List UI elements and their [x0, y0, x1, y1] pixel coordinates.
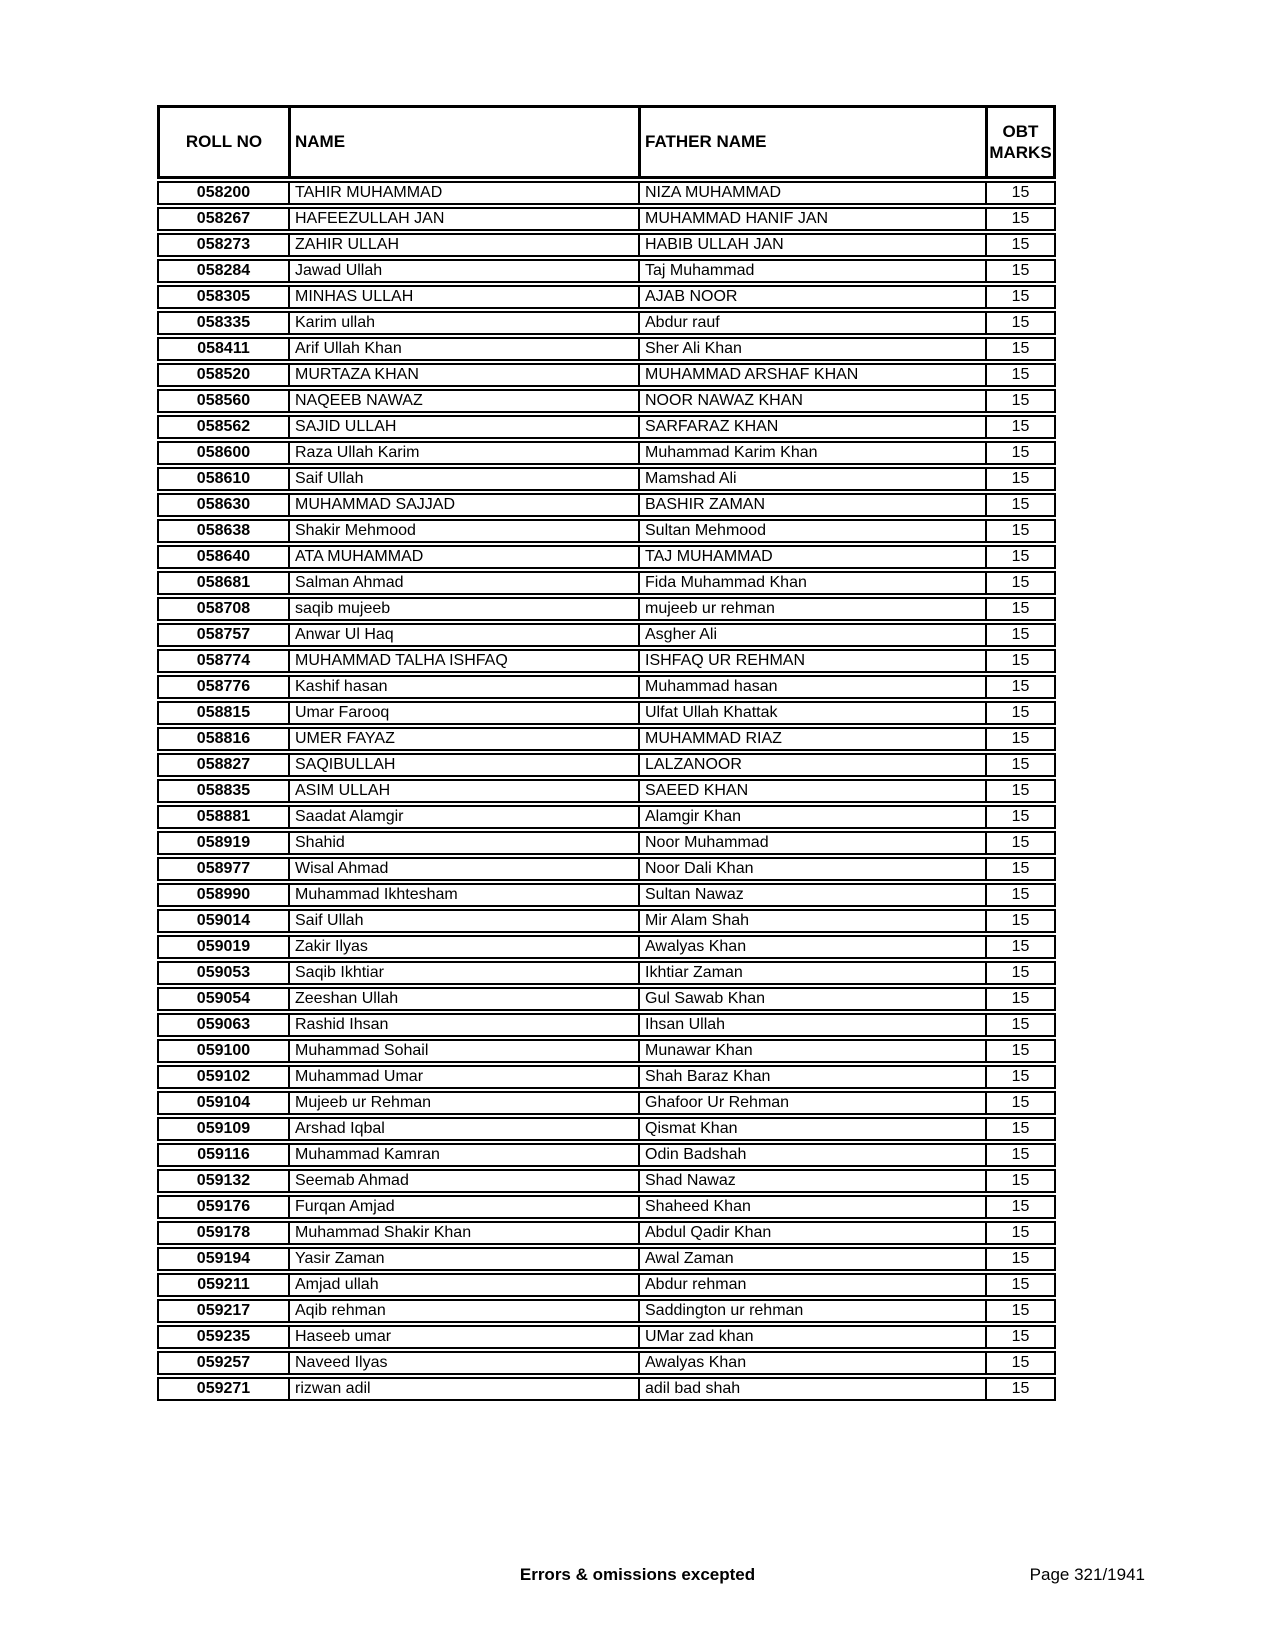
obt-marks-cell: 15 — [985, 1117, 1056, 1141]
name-cell: Saqib Ikhtiar — [288, 961, 638, 985]
table-row — [157, 1351, 1056, 1375]
roll-no-cell: 058990 — [157, 883, 288, 907]
table-row — [157, 1299, 1056, 1323]
table-row — [157, 233, 1056, 257]
father-name-cell: NOOR NAWAZ KHAN — [638, 389, 985, 413]
obt-marks-cell: 15 — [985, 649, 1056, 673]
name-cell: Naveed Ilyas — [288, 1351, 638, 1375]
roll-no-cell: 058815 — [157, 701, 288, 725]
name-cell: HAFEEZULLAH JAN — [288, 207, 638, 231]
name-cell: Zakir Ilyas — [288, 935, 638, 959]
obt-marks-cell: 15 — [985, 961, 1056, 985]
table-row — [157, 545, 1056, 569]
name-cell: Arif Ullah Khan — [288, 337, 638, 361]
father-name-cell: Fida Muhammad Khan — [638, 571, 985, 595]
roll-no-cell: 058335 — [157, 311, 288, 335]
table-row — [157, 571, 1056, 595]
father-name-cell: MUHAMMAD ARSHAF KHAN — [638, 363, 985, 387]
obt-marks-cell: 15 — [985, 311, 1056, 335]
obt-marks-cell: 15 — [985, 987, 1056, 1011]
roll-no-cell: 058200 — [157, 181, 288, 205]
obt-marks-cell: 15 — [985, 1325, 1056, 1349]
father-name-cell: Gul Sawab Khan — [638, 987, 985, 1011]
name-cell: Mujeeb ur Rehman — [288, 1091, 638, 1115]
table-row — [157, 909, 1056, 933]
table-row — [157, 779, 1056, 803]
roll-no-cell: 058640 — [157, 545, 288, 569]
father-name-cell: BASHIR ZAMAN — [638, 493, 985, 517]
roll-no-cell: 058267 — [157, 207, 288, 231]
table-row — [157, 493, 1056, 517]
obt-marks-cell: 15 — [985, 857, 1056, 881]
roll-no-cell: 058560 — [157, 389, 288, 413]
father-name-cell: Mamshad Ali — [638, 467, 985, 491]
table-row — [157, 805, 1056, 829]
roll-no-cell: 059176 — [157, 1195, 288, 1219]
father-name-cell: Qismat Khan — [638, 1117, 985, 1141]
name-cell: Seemab Ahmad — [288, 1169, 638, 1193]
name-cell: SAJID ULLAH — [288, 415, 638, 439]
obt-marks-cell: 15 — [985, 337, 1056, 361]
table-row — [157, 623, 1056, 647]
obt-marks-cell: 15 — [985, 727, 1056, 751]
roll-no-cell: 059104 — [157, 1091, 288, 1115]
obt-marks-cell: 15 — [985, 805, 1056, 829]
obt-marks-cell: 15 — [985, 363, 1056, 387]
father-name-cell: Noor Muhammad — [638, 831, 985, 855]
name-cell: Karim ullah — [288, 311, 638, 335]
roll-no-cell: 058757 — [157, 623, 288, 647]
father-name-cell: Saddington ur rehman — [638, 1299, 985, 1323]
header-row — [157, 105, 1056, 179]
table-row — [157, 1247, 1056, 1271]
roll-no-cell: 059194 — [157, 1247, 288, 1271]
roll-no-cell: 059019 — [157, 935, 288, 959]
name-cell: Saif Ullah — [288, 467, 638, 491]
name-cell: Jawad Ullah — [288, 259, 638, 283]
obt-marks-cell: 15 — [985, 467, 1056, 491]
roll-no-cell: 059054 — [157, 987, 288, 1011]
name-cell: Saif Ullah — [288, 909, 638, 933]
results-table-header — [157, 105, 1056, 179]
obt-marks-cell: 15 — [985, 389, 1056, 413]
name-cell: Amjad ullah — [288, 1273, 638, 1297]
roll-no-cell: 058919 — [157, 831, 288, 855]
table-row — [157, 1065, 1056, 1089]
obt-marks-cell: 15 — [985, 623, 1056, 647]
table-row — [157, 181, 1056, 205]
table-row — [157, 1377, 1056, 1401]
name-cell: Yasir Zaman — [288, 1247, 638, 1271]
roll-no-cell: 059178 — [157, 1221, 288, 1245]
name-cell: MINHAS ULLAH — [288, 285, 638, 309]
obt-marks-cell: 15 — [985, 233, 1056, 257]
father-name-cell: Taj Muhammad — [638, 259, 985, 283]
obt-marks-cell: 15 — [985, 519, 1056, 543]
name-cell: Shakir Mehmood — [288, 519, 638, 543]
table-row — [157, 259, 1056, 283]
name-cell: rizwan adil — [288, 1377, 638, 1401]
obt-marks-cell: 15 — [985, 1065, 1056, 1089]
obt-marks-cell: 15 — [985, 935, 1056, 959]
roll-no-cell: 059109 — [157, 1117, 288, 1141]
roll-no-cell: 059063 — [157, 1013, 288, 1037]
father-name-cell: Alamgir Khan — [638, 805, 985, 829]
roll-no-cell: 058681 — [157, 571, 288, 595]
name-cell: Arshad Iqbal — [288, 1117, 638, 1141]
obt-marks-cell: 15 — [985, 1273, 1056, 1297]
father-name-cell: Shah Baraz Khan — [638, 1065, 985, 1089]
table-row — [157, 1143, 1056, 1167]
father-name-cell: Sultan Nawaz — [638, 883, 985, 907]
table-row — [157, 311, 1056, 335]
table-row — [157, 1091, 1056, 1115]
father-name-cell: Ihsan Ullah — [638, 1013, 985, 1037]
obt-marks-cell: 15 — [985, 285, 1056, 309]
obt-marks-cell: 15 — [985, 779, 1056, 803]
obt-marks-cell: 15 — [985, 207, 1056, 231]
table-row — [157, 1117, 1056, 1141]
father-name-cell: Ghafoor Ur Rehman — [638, 1091, 985, 1115]
table-row — [157, 597, 1056, 621]
name-cell: MUHAMMAD TALHA ISHFAQ — [288, 649, 638, 673]
obt-marks-cell: 15 — [985, 181, 1056, 205]
father-name-cell: UMar zad khan — [638, 1325, 985, 1349]
column-header-obt-marks: OBT MARKS — [985, 105, 1056, 179]
roll-no-cell: 059100 — [157, 1039, 288, 1063]
roll-no-cell: 058776 — [157, 675, 288, 699]
roll-no-cell: 059217 — [157, 1299, 288, 1323]
father-name-cell: Ulfat Ullah Khattak — [638, 701, 985, 725]
table-row — [157, 935, 1056, 959]
obt-marks-cell: 15 — [985, 1169, 1056, 1193]
table-row — [157, 1195, 1056, 1219]
obt-marks-cell: 15 — [985, 441, 1056, 465]
obt-marks-cell: 15 — [985, 1143, 1056, 1167]
father-name-cell: TAJ MUHAMMAD — [638, 545, 985, 569]
name-cell: Salman Ahmad — [288, 571, 638, 595]
name-cell: Muhammad Ikhtesham — [288, 883, 638, 907]
father-name-cell: LALZANOOR — [638, 753, 985, 777]
obt-marks-cell: 15 — [985, 1091, 1056, 1115]
name-cell: Haseeb umar — [288, 1325, 638, 1349]
name-cell: Kashif hasan — [288, 675, 638, 699]
father-name-cell: Mir Alam Shah — [638, 909, 985, 933]
table-row — [157, 415, 1056, 439]
name-cell: Muhammad Shakir Khan — [288, 1221, 638, 1245]
table-row — [157, 1221, 1056, 1245]
table-row — [157, 363, 1056, 387]
father-name-cell: SARFARAZ KHAN — [638, 415, 985, 439]
roll-no-cell: 059211 — [157, 1273, 288, 1297]
table-row — [157, 389, 1056, 413]
roll-no-cell: 059014 — [157, 909, 288, 933]
father-name-cell: Muhammad Karim Khan — [638, 441, 985, 465]
roll-no-cell: 058835 — [157, 779, 288, 803]
obt-marks-cell: 15 — [985, 1377, 1056, 1401]
father-name-cell: adil bad shah — [638, 1377, 985, 1401]
obt-marks-cell: 15 — [985, 259, 1056, 283]
obt-marks-cell: 15 — [985, 1247, 1056, 1271]
father-name-cell: Asgher Ali — [638, 623, 985, 647]
father-name-cell: NIZA MUHAMMAD — [638, 181, 985, 205]
name-cell: Saadat Alamgir — [288, 805, 638, 829]
obt-marks-cell: 15 — [985, 597, 1056, 621]
name-cell: Umar Farooq — [288, 701, 638, 725]
father-name-cell: Awal Zaman — [638, 1247, 985, 1271]
name-cell: ATA MUHAMMAD — [288, 545, 638, 569]
roll-no-cell: 058630 — [157, 493, 288, 517]
table-row — [157, 1039, 1056, 1063]
roll-no-cell: 058977 — [157, 857, 288, 881]
father-name-cell: Sultan Mehmood — [638, 519, 985, 543]
table-row — [157, 727, 1056, 751]
name-cell: Aqib rehman — [288, 1299, 638, 1323]
obt-marks-cell: 15 — [985, 883, 1056, 907]
father-name-cell: MUHAMMAD RIAZ — [638, 727, 985, 751]
table-row — [157, 337, 1056, 361]
father-name-cell: Shaheed Khan — [638, 1195, 985, 1219]
obt-marks-cell: 15 — [985, 1195, 1056, 1219]
father-name-cell: mujeeb ur rehman — [638, 597, 985, 621]
name-cell: Muhammad Sohail — [288, 1039, 638, 1063]
name-cell: Shahid — [288, 831, 638, 855]
father-name-cell: AJAB NOOR — [638, 285, 985, 309]
table-row — [157, 467, 1056, 491]
roll-no-cell: 058610 — [157, 467, 288, 491]
table-row — [157, 701, 1056, 725]
table-row — [157, 857, 1056, 881]
father-name-cell: Abdur rauf — [638, 311, 985, 335]
column-header-father-name: FATHER NAME — [638, 105, 985, 179]
father-name-cell: Noor Dali Khan — [638, 857, 985, 881]
father-name-cell: Abdur rehman — [638, 1273, 985, 1297]
table-row — [157, 883, 1056, 907]
name-cell: Muhammad Kamran — [288, 1143, 638, 1167]
roll-no-cell: 058284 — [157, 259, 288, 283]
roll-no-cell: 058827 — [157, 753, 288, 777]
obt-marks-cell: 15 — [985, 415, 1056, 439]
column-header-name: NAME — [288, 105, 638, 179]
father-name-cell: SAEED KHAN — [638, 779, 985, 803]
obt-marks-cell: 15 — [985, 1351, 1056, 1375]
roll-no-cell: 059102 — [157, 1065, 288, 1089]
obt-marks-cell: 15 — [985, 753, 1056, 777]
table-row — [157, 753, 1056, 777]
name-cell: ZAHIR ULLAH — [288, 233, 638, 257]
father-name-cell: MUHAMMAD HANIF JAN — [638, 207, 985, 231]
obt-marks-cell: 15 — [985, 909, 1056, 933]
table-row — [157, 1325, 1056, 1349]
obt-marks-cell: 15 — [985, 1013, 1056, 1037]
name-cell: Zeeshan Ullah — [288, 987, 638, 1011]
name-cell: UMER FAYAZ — [288, 727, 638, 751]
father-name-cell: Sher Ali Khan — [638, 337, 985, 361]
father-name-cell: Awalyas Khan — [638, 935, 985, 959]
obt-marks-cell: 15 — [985, 831, 1056, 855]
obt-marks-cell: 15 — [985, 701, 1056, 725]
table-row — [157, 649, 1056, 673]
father-name-cell: HABIB ULLAH JAN — [638, 233, 985, 257]
roll-no-cell: 059116 — [157, 1143, 288, 1167]
table-row — [157, 1169, 1056, 1193]
roll-no-cell: 058273 — [157, 233, 288, 257]
father-name-cell: ISHFAQ UR REHMAN — [638, 649, 985, 673]
father-name-cell: Abdul Qadir Khan — [638, 1221, 985, 1245]
father-name-cell: Muhammad hasan — [638, 675, 985, 699]
name-cell: ASIM ULLAH — [288, 779, 638, 803]
table-row — [157, 519, 1056, 543]
table-row — [157, 831, 1056, 855]
name-cell: Raza Ullah Karim — [288, 441, 638, 465]
table-row — [157, 987, 1056, 1011]
roll-no-cell: 058562 — [157, 415, 288, 439]
table-row — [157, 207, 1056, 231]
father-name-cell: Ikhtiar Zaman — [638, 961, 985, 985]
father-name-cell: Shad Nawaz — [638, 1169, 985, 1193]
page-number: Page 321/1941 — [1029, 1565, 1145, 1584]
name-cell: TAHIR MUHAMMAD — [288, 181, 638, 205]
name-cell: MURTAZA KHAN — [288, 363, 638, 387]
name-cell: Furqan Amjad — [288, 1195, 638, 1219]
table-row — [157, 961, 1056, 985]
roll-no-cell: 058708 — [157, 597, 288, 621]
obt-marks-cell: 15 — [985, 1299, 1056, 1323]
obt-marks-cell: 15 — [985, 675, 1056, 699]
column-header-roll-no: ROLL NO — [157, 105, 288, 179]
name-cell: NAQEEB NAWAZ — [288, 389, 638, 413]
obt-marks-cell: 15 — [985, 545, 1056, 569]
father-name-cell: Odin Badshah — [638, 1143, 985, 1167]
roll-no-cell: 058600 — [157, 441, 288, 465]
name-cell: Rashid Ihsan — [288, 1013, 638, 1037]
roll-no-cell: 059271 — [157, 1377, 288, 1401]
results-table-body — [157, 181, 1056, 1401]
roll-no-cell: 058638 — [157, 519, 288, 543]
name-cell: SAQIBULLAH — [288, 753, 638, 777]
name-cell: Wisal Ahmad — [288, 857, 638, 881]
errors-omissions-note: Errors & omissions excepted — [519, 1565, 756, 1584]
obt-marks-cell: 15 — [985, 571, 1056, 595]
roll-no-cell: 059235 — [157, 1325, 288, 1349]
table-row — [157, 441, 1056, 465]
roll-no-cell: 058520 — [157, 363, 288, 387]
obt-marks-cell: 15 — [985, 1221, 1056, 1245]
roll-no-cell: 058881 — [157, 805, 288, 829]
name-cell: MUHAMMAD SAJJAD — [288, 493, 638, 517]
table-row — [157, 1273, 1056, 1297]
obt-marks-cell: 15 — [985, 1039, 1056, 1063]
table-row — [157, 1013, 1056, 1037]
father-name-cell: Munawar Khan — [638, 1039, 985, 1063]
table-row — [157, 675, 1056, 699]
roll-no-cell: 058774 — [157, 649, 288, 673]
name-cell: saqib mujeeb — [288, 597, 638, 621]
roll-no-cell: 058816 — [157, 727, 288, 751]
roll-no-cell: 058305 — [157, 285, 288, 309]
father-name-cell: Awalyas Khan — [638, 1351, 985, 1375]
name-cell: Muhammad Umar — [288, 1065, 638, 1089]
roll-no-cell: 059257 — [157, 1351, 288, 1375]
results-table — [157, 103, 1056, 1403]
obt-marks-cell: 15 — [985, 493, 1056, 517]
roll-no-cell: 059053 — [157, 961, 288, 985]
table-row — [157, 285, 1056, 309]
name-cell: Anwar Ul Haq — [288, 623, 638, 647]
roll-no-cell: 058411 — [157, 337, 288, 361]
roll-no-cell: 059132 — [157, 1169, 288, 1193]
